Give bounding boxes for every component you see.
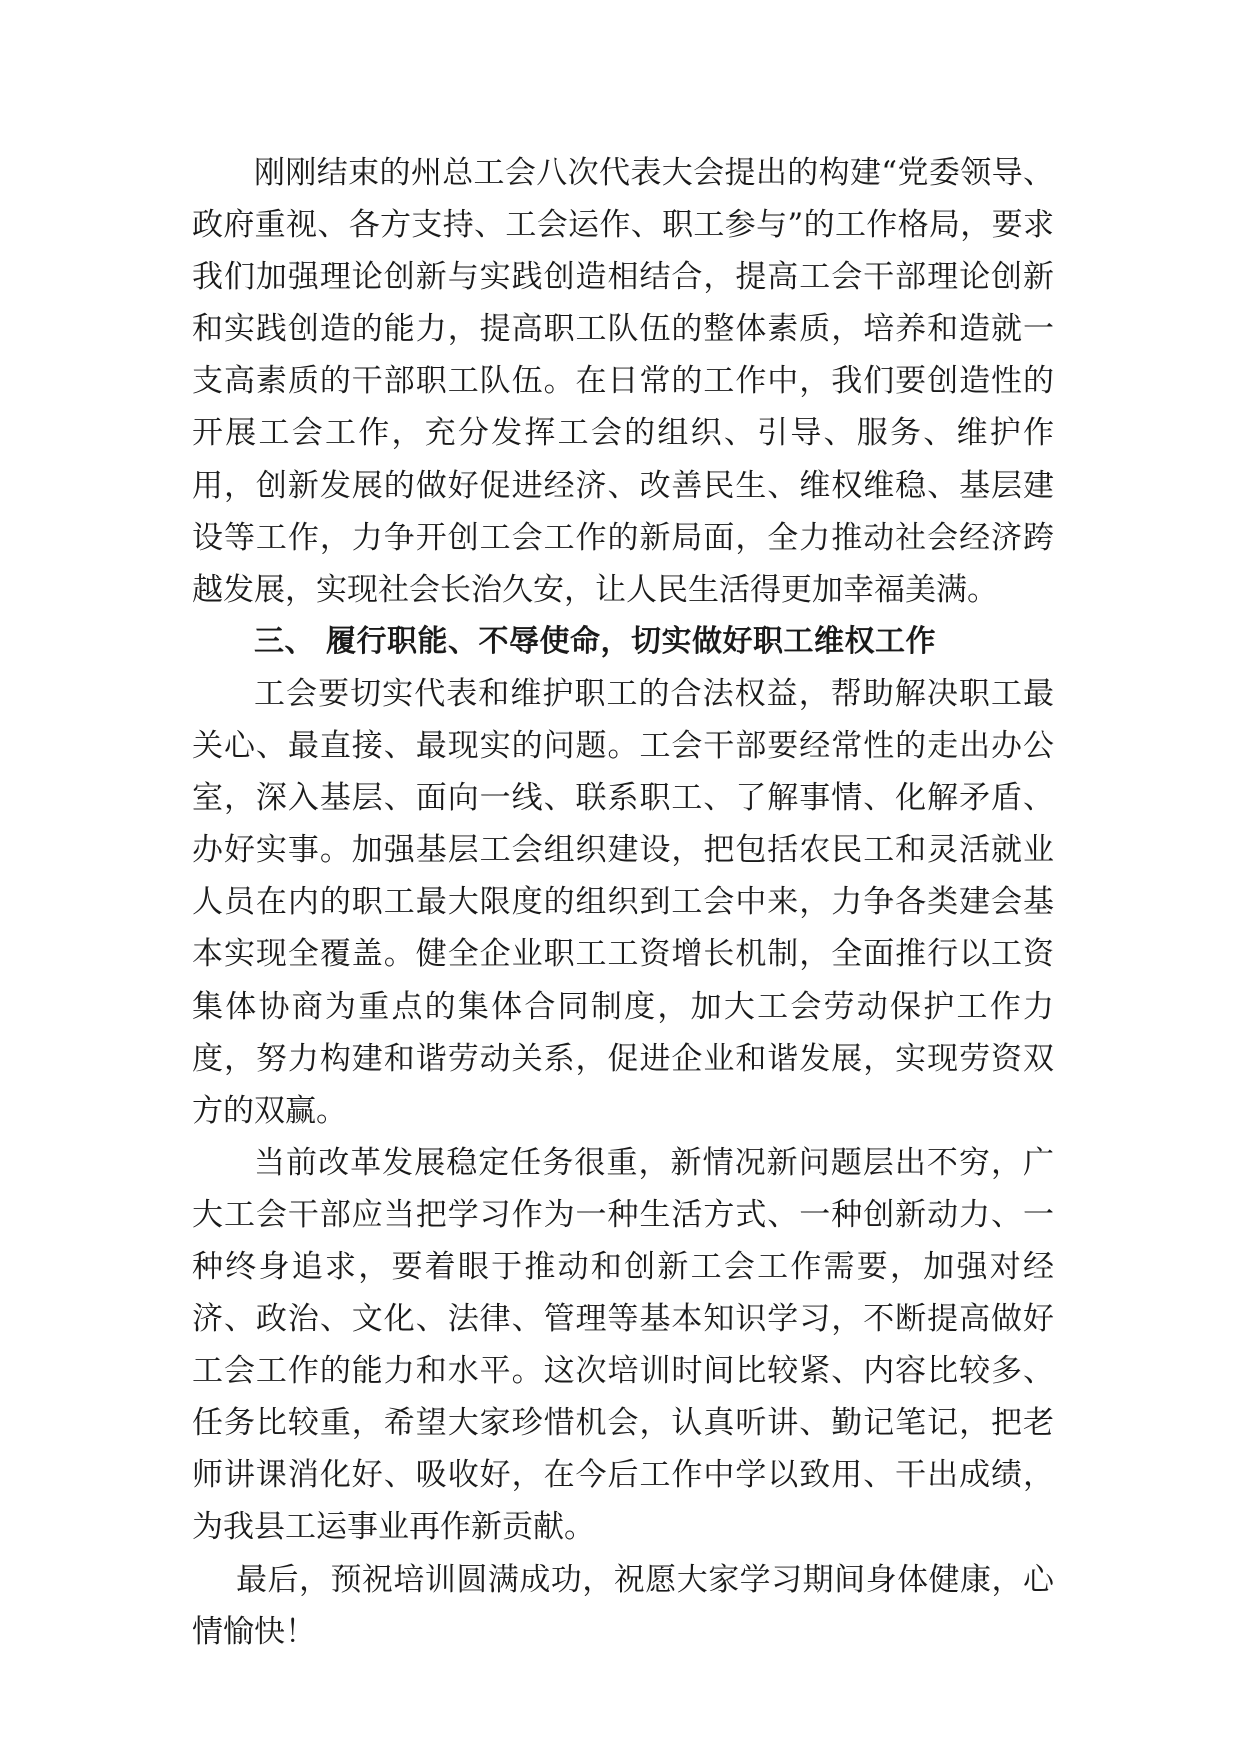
section-heading: 三、 履行职能、不辱使命，切实做好职工维权工作 [254,623,936,659]
document-body [192,147,1054,1658]
closing-paragraph: 最后，预祝培训圆满成功，祝愿大家学习期间身体健康，心情愉快！ [192,1561,1054,1650]
body-paragraph: 刚刚结束的州总工会八次代表大会提出的构建“党委领导、政府重视、各方支持、工会运作、职工参与”的工作格局，要求我们加强理论创新与实践创造相结合，提高工会干部理论创新和实践创造的能力，提高职工队伍的整体素质，培养和造就一支高素质的干部职工队伍。在日常的工作中，我们要创造性的开展工会工作，充分发挥工会的组织、引导、服务、维护作用，创新发展的做好促进经济、改善民生、维权维稳、基层建设等工作，力争开创工会工作的新局面，全力推动社会经济跨越发展，实现社会长治久安，让人民生活得更加幸福美满。 [192,155,1054,608]
body-paragraph: 工会要切实代表和维护职工的合法权益，帮助解决职工最关心、最直接、最现实的问题。工会干部要经常性的走出办公室，深入基层、面向一线、联系职工、了解事情、化解矛盾、办好实事。加强基层工会组织建设，把包括农民工和灵活就业人员在内的职工最大限度的组织到工会中来，力争各类建会基本实现全覆盖。健全企业职工工资增长机制，全面推行以工资集体协商为重点的集体合同制度，加大工会劳动保护工作力度，努力构建和谐劳动关系，促进企业和谐发展，实现劳资双方的双赢。 [192,675,1054,1129]
body-paragraph: 当前改革发展稳定任务很重，新情况新问题层出不穷，广大工会干部应当把学习作为一种生活方式、一种创新动力、一种终身追求，要着眼于推动和创新工会工作需要，加强对经济、政治、文化、法律、管理等基本知识学习，不断提高做好工会工作的能力和水平。这次培训时间比较紧、内容比较多、任务比较重，希望大家珍惜机会，认真听讲、勤记笔记，把老师讲课消化好、吸收好，在今后工作中学以致用、干出成绩，为我县工运事业再作新贡献。 [192,1144,1054,1546]
